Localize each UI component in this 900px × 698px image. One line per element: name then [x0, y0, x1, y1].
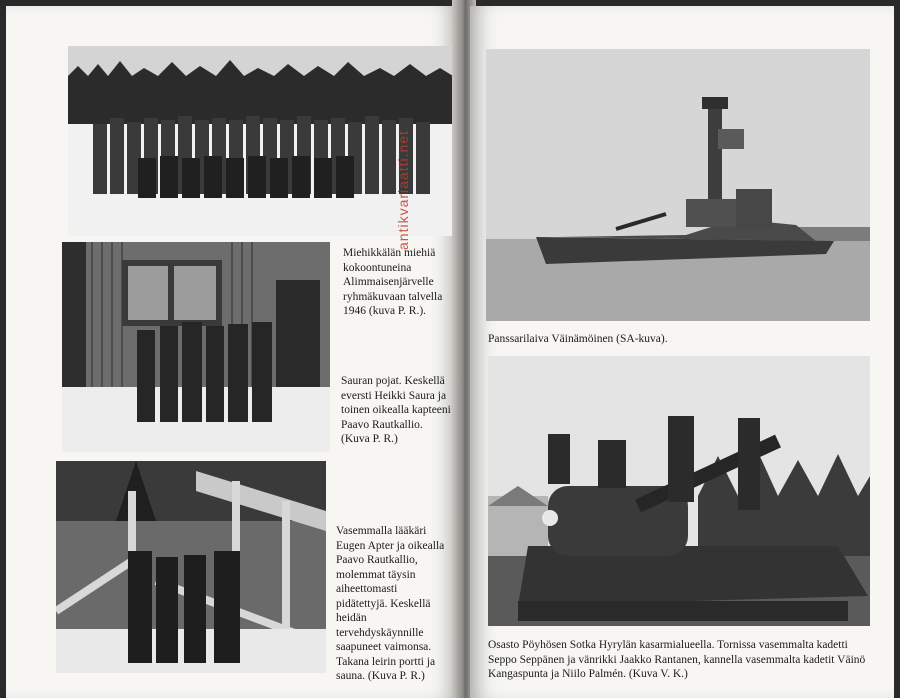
caption-camp-gate: Vasemmalla lääkäri Eugen Apter ja oikealla Paavo Rautkallio, molemmat täysin aiheettomasti pidätettyjä. Keskellä heidän tervehdyskäynnille saapuneet vaimonsa. Takana leirin portti ja sauna. (Kuva P. R.) — [336, 525, 445, 682]
watermark: antikvariaatti.net — [395, 130, 411, 250]
caption-tank: Osasto Pöyhösen Sotka Hyrylän kasarmialueella. Tornissa vasemmalta kadetti Seppo Seppänen ja vänrikki Jaakko Rantanen, kannella vasemmalta kadetit Väinö Kangaspunta ja Niilo Palmén. (Kuva V. K.) — [488, 639, 866, 680]
caption-battleship: Panssarilaiva Väinämöinen (SA-kuva). — [488, 333, 668, 345]
photo-tank — [488, 356, 870, 626]
photo-camp-gate — [56, 461, 326, 673]
photo-cabin-group — [62, 242, 330, 452]
left-page — [6, 6, 458, 698]
right-page — [470, 6, 894, 698]
caption-group-winter: Miehikkälän miehiä kokoontuneina Alimmaisenjärvelle ryhmäkuvaan talvella 1946 (kuva P. R.). — [343, 247, 443, 317]
caption-cabin-group: Sauran pojat. Keskellä eversti Heikki Saura ja toinen oikealla kapteeni Paavo Rautkallio. (Kuva P. R.) — [341, 375, 451, 445]
photo-battleship — [486, 49, 870, 321]
